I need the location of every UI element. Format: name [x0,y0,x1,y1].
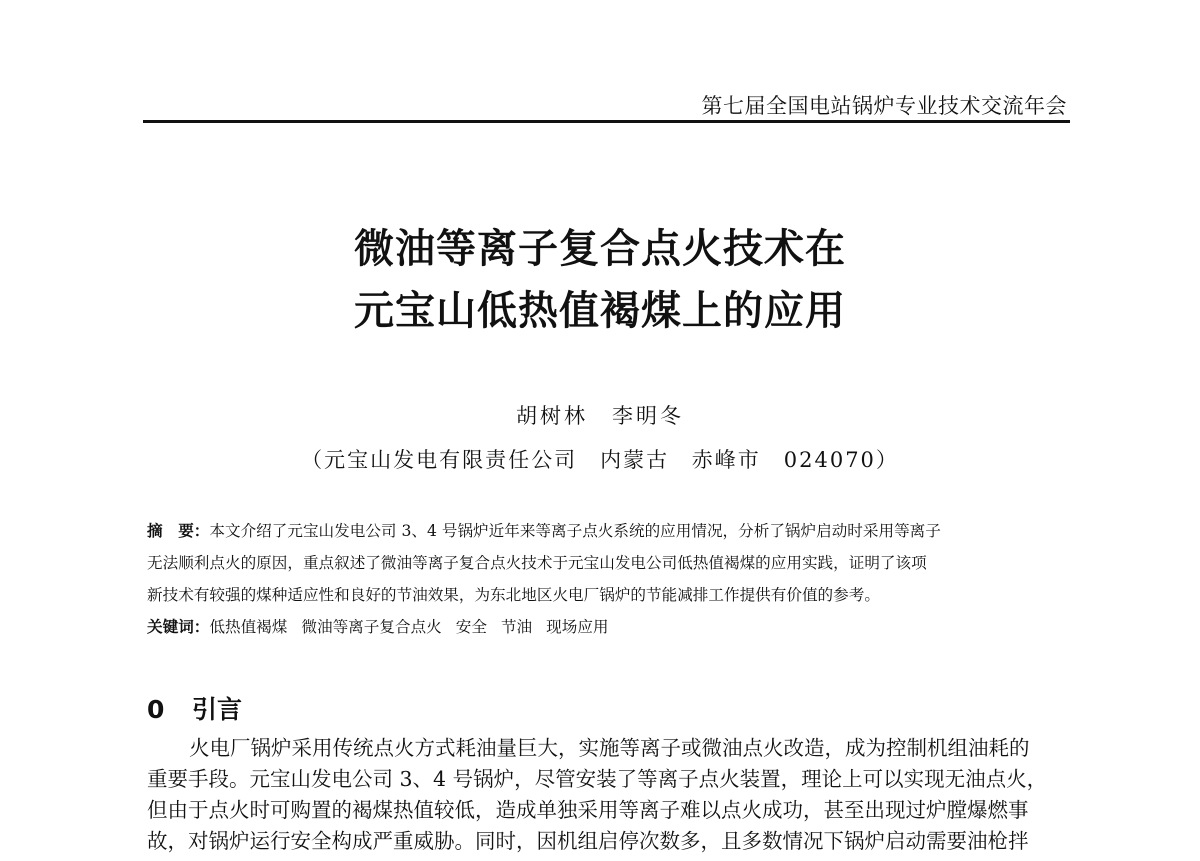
keywords [147,611,1072,643]
body-line: 火电厂锅炉采用传统点火方式耗油量巨大，实施等离子或微油点火改造，成为控制机组油耗的 [189,736,1030,760]
keyword: 现场应用 [546,618,609,636]
abstract-text: 本文介绍了元宝山发电公司 3、4 号锅炉近年来等离子点火系统的应用情况，分析了锅炉启动时采用等离子 [209,522,941,540]
abstract-line: 新技术有较强的煤种适应性和良好的节油效果，为东北地区火电厂锅炉的节能减排工作提供有价值的参考。 [147,586,880,604]
paper-title [0,218,1200,342]
title-line-2: 元宝山低热值褐煤上的应用 [354,288,846,334]
header-rule [143,120,1070,123]
title-line-1: 微油等离子复合点火技术在 [354,226,846,272]
abstract-line: 无法顺利点火的原因，重点叙述了微油等离子复合点火技术于元宝山发电公司低热值褐煤的应用实践，证明了该项 [147,554,927,572]
abstract-label: 摘 要： [147,522,210,540]
keyword: 节油 [500,618,533,636]
body-line: 重要手段。元宝山发电公司 3、4 号锅炉，尽管安装了等离子点火装置，理论上可以实现无油点火， [147,767,1048,791]
keywords-label: 关键词： [147,618,210,636]
authors: 胡树林 李明冬 [516,404,684,428]
running-head: 第七届全国电站锅炉专业技术交流年会 [701,94,1067,118]
section-number: 0 [147,695,165,724]
keyword: 安全 [455,618,487,636]
body-text [147,733,1072,857]
abstract [147,515,1072,611]
section-title: 引言 [192,695,243,724]
keyword: 低热值褐煤 [209,618,288,636]
abstract-line [147,515,1072,547]
keyword: 微油等离子复合点火 [301,618,442,636]
body-line: 但由于点火时可购置的褐煤热值较低，造成单独采用等离子难以点火成功，甚至出现过炉膛爆燃事 [147,798,1029,822]
affiliation: （元宝山发电有限责任公司 内蒙古 赤峰市 024070） [301,448,899,472]
body-line: 故，对锅炉运行安全构成严重威胁。同时，因机组启停次数多，且多数情况下锅炉启动需要油枪拌 [147,829,1029,853]
section-heading [147,690,242,726]
